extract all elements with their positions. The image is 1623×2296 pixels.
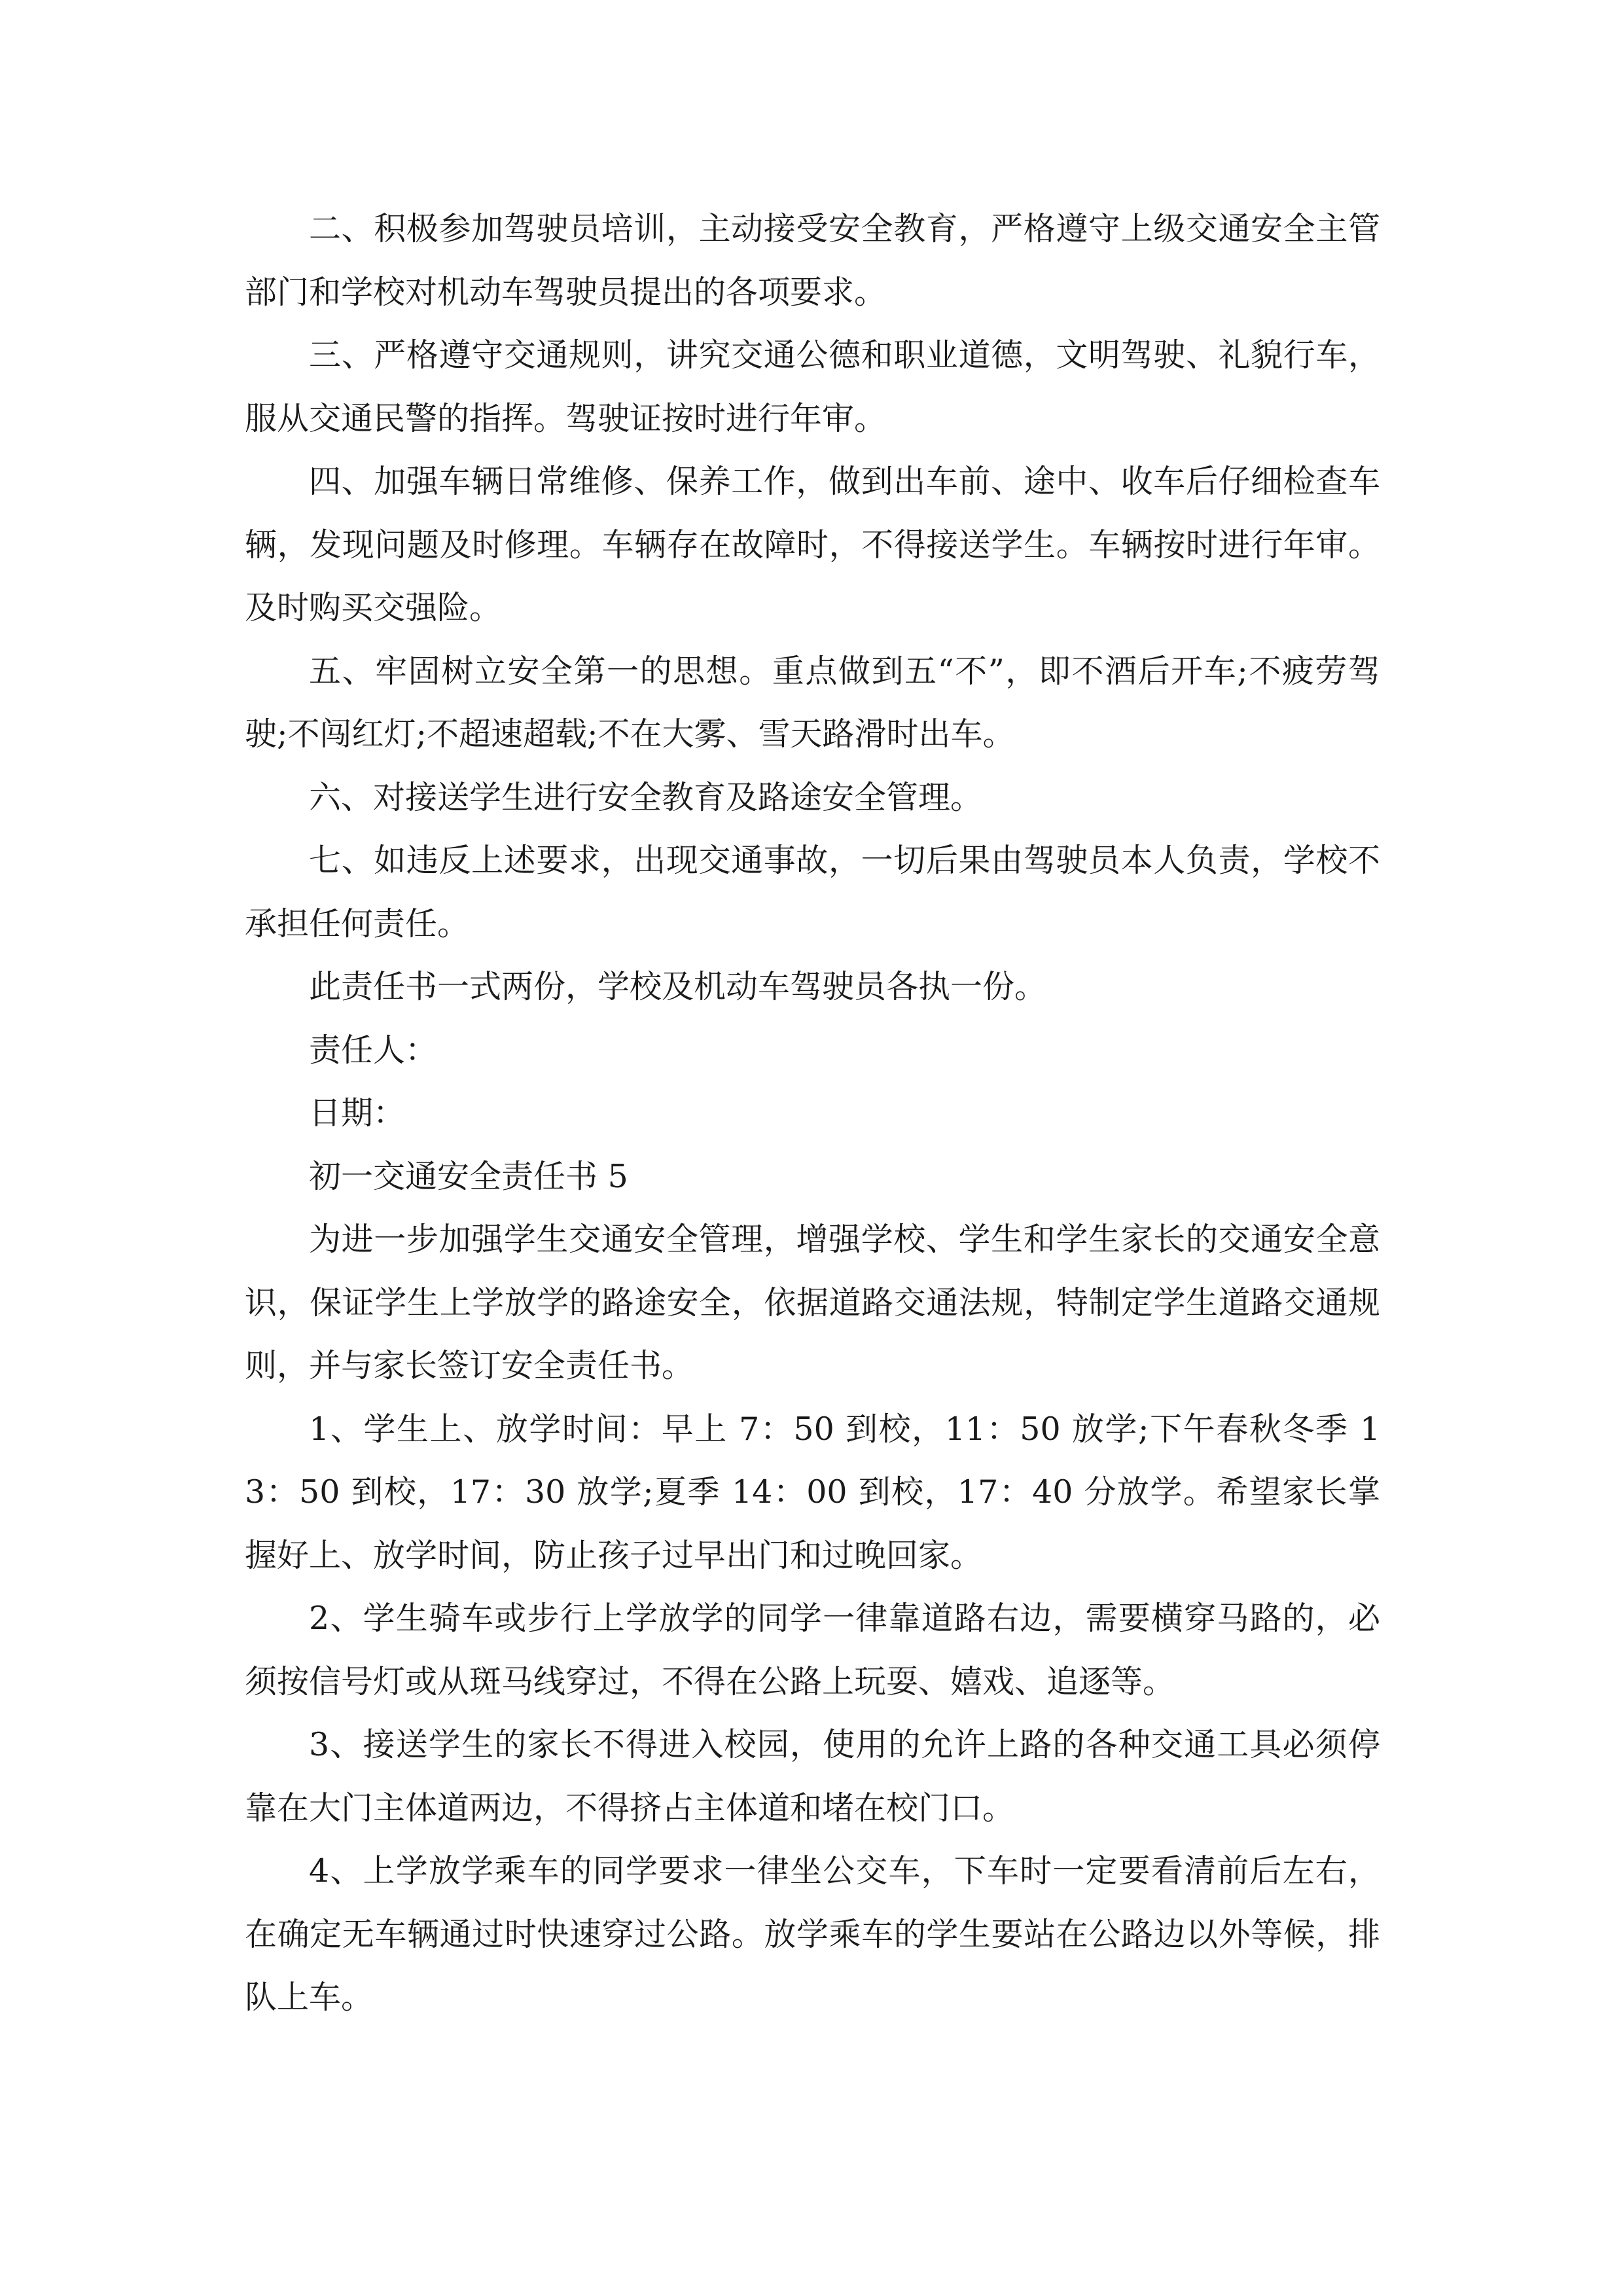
paragraph: 六、对接送学生进行安全教育及路途安全管理。 xyxy=(309,778,983,816)
paragraph: 三、严格遵守交通规则，讲究交通公德和职业道德，文明驾驶、礼貌行车，服从交通民警的指挥。驾驶证按时进行年审。 xyxy=(245,336,1380,437)
paragraph: 二、积极参加驾驶员培训，主动接受安全教育，严格遵守上级交通安全主管部门和学校对机动车驾驶员提出的各项要求。 xyxy=(245,210,1380,311)
signature-label: 责任人： xyxy=(309,1031,438,1069)
date-label: 日期： xyxy=(309,1094,406,1132)
paragraph: 七、如违反上述要求，出现交通事故，一切后果由驾驶员本人负责，学校不承担任何责任。 xyxy=(245,842,1380,942)
paragraph: 为进一步加强学生交通安全管理，增强学校、学生和学生家长的交通安全意识，保证学生上学放学的路途安全，依据道路交通法规，特制定学生道路交通规则，并与家长签订安全责任书。 xyxy=(245,1221,1380,1384)
section-title: 初一交通安全责任书 5 xyxy=(309,1157,628,1195)
paragraph: 3、接送学生的家长不得进入校园，使用的允许上路的各种交通工具必须停靠在大门主体道两边，不得挤占主体道和堵在校门口。 xyxy=(245,1726,1380,1827)
paragraph: 四、加强车辆日常维修、保养工作，做到出车前、途中、收车后仔细检查车辆，发现问题及时修理。车辆存在故障时，不得接送学生。车辆按时进行年审。及时购买交强险。 xyxy=(245,463,1380,626)
paragraph: 五、牢固树立安全第一的思想。重点做到五“不”，即不酒后开车;不疲劳驾驶;不闯红灯;不超速超载;不在大雾、雪天路滑时出车。 xyxy=(245,652,1380,753)
paragraph: 2、学生骑车或步行上学放学的同学一律靠道路右边，需要横穿马路的，必须按信号灯或从斑马线穿过，不得在公路上玩耍、嬉戏、追逐等。 xyxy=(245,1600,1380,1700)
paragraph: 1、学生上、放学时间：早上 7：50 到校，11：50 放学;下午春秋冬季 13：50 到校，17：30 放学;夏季 14：00 到校，17：40 分放学。希望家长掌握好上、放学时间，防止孩子过早出门和过晚回家。 xyxy=(245,1410,1380,1574)
paragraph: 4、上学放学乘车的同学要求一律坐公交车，下车时一定要看清前后左右，在确定无车辆通过时快速穿过公路。放学乘车的学生要站在公路边以外等候，排队上车。 xyxy=(245,1852,1380,2016)
document-body xyxy=(245,198,1380,2030)
paragraph: 此责任书一式两份，学校及机动车驾驶员各执一份。 xyxy=(309,968,1047,1005)
